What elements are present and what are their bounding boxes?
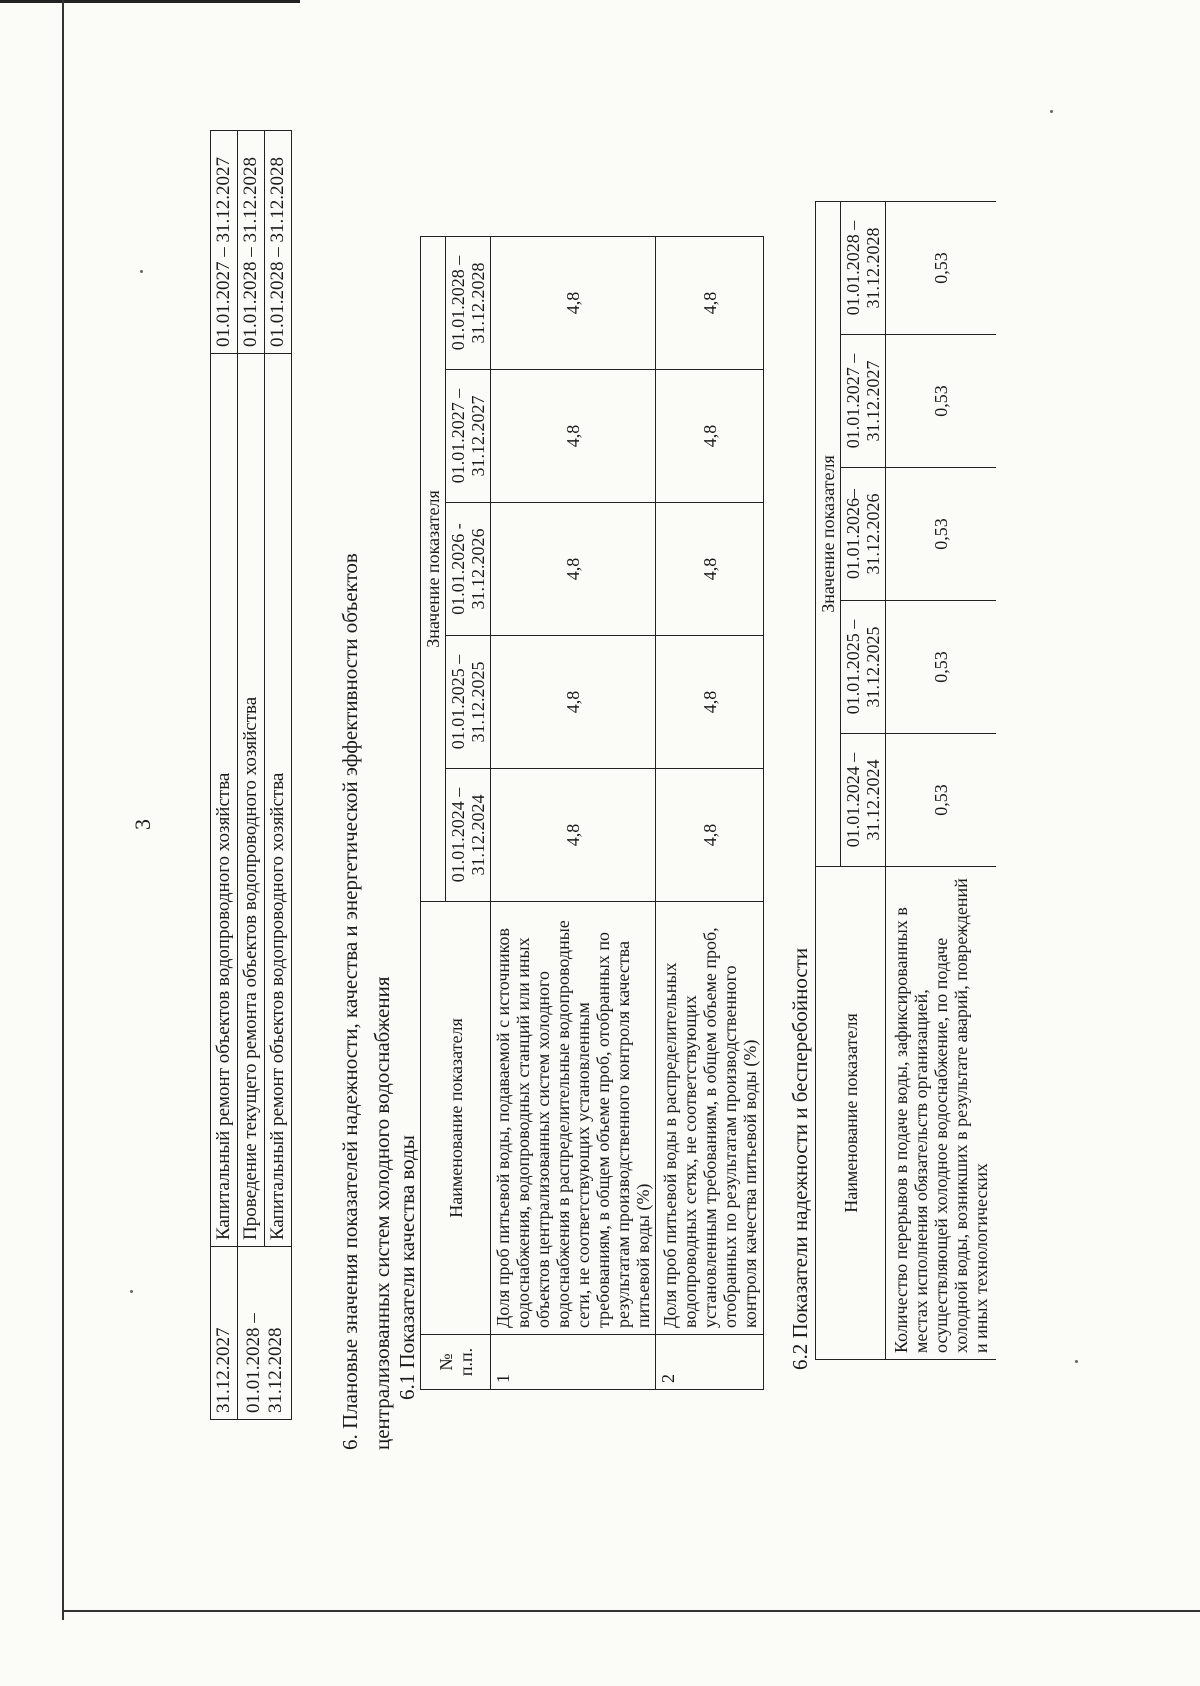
- value-cell: 0,53: [886, 202, 996, 335]
- table-header-row: [421, 237, 446, 1390]
- dates-cell: 01.01.2027 – 31.12.2027: [211, 131, 238, 354]
- water-quality-table: [420, 236, 764, 1390]
- value-cell: 4,8: [491, 503, 656, 636]
- period-cell: 01.01.2028 – 31.12.2028: [238, 1247, 292, 1420]
- subsection-title-quality: 6.1 Показатели качества воды: [395, 1135, 419, 1400]
- scan-edge-bottom: [62, 1610, 1200, 1612]
- value-cell: 0,53: [886, 601, 996, 734]
- period-header: 01.01.2025 – 31.12.2025: [446, 636, 491, 769]
- period-header: 01.01.2024 – 31.12.2024: [446, 769, 491, 902]
- dates-cell: 01.01.2028 – 31.12.2028: [265, 131, 292, 354]
- period-header: 01.01.2027 – 31.12.2027: [841, 335, 886, 468]
- period-header: 01.01.2025 – 31.12.2025: [841, 601, 886, 734]
- table-row: [238, 131, 265, 1420]
- col-header-name: Наименование показателя: [816, 867, 886, 1360]
- period-header: 01.01.2024 – 31.12.2024: [841, 734, 886, 867]
- value-cell: 4,8: [656, 769, 764, 902]
- period-cell: 31.12.2027: [211, 1247, 238, 1420]
- col-header-name: Наименование показателя: [421, 902, 491, 1335]
- page-number: 3: [130, 819, 155, 830]
- scan-edge-left: [62, 0, 64, 1620]
- table-row: [656, 237, 764, 1390]
- table-row: [265, 131, 292, 1420]
- indicator-name: Доля проб питьевой воды, подаваемой с источников водоснабжения, водопроводных станций или иных объектов централизованных систем холодного водоснабжения в распределительные водопроводные сети, не соответствующих установленным требованиям, в общем объеме проб, отобранных по результатам производственного контроля качества питьевой воды (%): [491, 902, 656, 1335]
- value-cell: 0,53: [886, 335, 996, 468]
- value-cell: 4,8: [656, 503, 764, 636]
- work-cell: Проведение текущего ремонта объектов водопроводного хозяйства: [238, 354, 265, 1247]
- section-title-continued: централизованных систем холодного водоснабжения: [370, 976, 394, 1450]
- row-number: 1: [491, 1335, 656, 1390]
- table-row: [886, 202, 996, 1360]
- value-cell: 4,8: [656, 636, 764, 769]
- row-number: 2: [656, 1335, 764, 1390]
- table-row: [491, 237, 656, 1390]
- indicator-name: Доля проб питьевой воды в распределительных водопроводных сетях, не соответствующих установленным требованиям, в общем объеме проб, отобранных по результатам производственного контроля качества питьевой воды (%): [656, 902, 764, 1335]
- value-cell: 4,8: [491, 370, 656, 503]
- value-cell: 4,8: [491, 636, 656, 769]
- col-header-num: № п.п.: [421, 1335, 491, 1390]
- period-header: 01.01.2026 - 31.12.2026: [446, 503, 491, 636]
- table-header-row: [816, 202, 841, 1360]
- indicator-name: Количество перерывов в подаче воды, зафиксированных в местах исполнения обязательств организацией, осуществляющей холодное водоснабжение, по подаче холодной воды, возникших в результате аварий, повреждений и иных технологических: [886, 867, 996, 1360]
- value-cell: 4,8: [656, 237, 764, 370]
- value-cell: 4,8: [656, 370, 764, 503]
- col-header-values: Значение показателя: [421, 237, 446, 902]
- work-cell: Капитальный ремонт объектов водопроводного хозяйства: [265, 354, 292, 1247]
- dates-cell: 01.01.2028 – 31.12.2028: [238, 131, 265, 354]
- value-cell: 4,8: [491, 237, 656, 370]
- work-cell: Капитальный ремонт объектов водопроводного хозяйства: [211, 354, 238, 1247]
- period-header: 01.01.2028 – 31.12.2028: [841, 202, 886, 335]
- section-title: 6. Плановые значения показателей надежности, качества и энергетической эффективности объектов: [338, 553, 362, 1450]
- schedule-table: [210, 130, 292, 1420]
- subsection-title-reliability: 6.2 Показатели надежности и бесперебойности: [788, 947, 812, 1370]
- rotated-document-page: [70, 40, 1180, 1600]
- reliability-table: [815, 201, 996, 1360]
- value-cell: 4,8: [491, 769, 656, 902]
- value-cell: 0,53: [886, 468, 996, 601]
- col-header-values: Значение показателя: [816, 202, 841, 867]
- period-header: 01.01.2027 – 31.12.2027: [446, 370, 491, 503]
- period-header: 01.01.2028 – 31.12.2028: [446, 237, 491, 370]
- scan-edge-top: [0, 0, 300, 3]
- period-header: 01.01.2026– 31.12.2026: [841, 468, 886, 601]
- table-row: [211, 131, 238, 1420]
- value-cell: 0,53: [886, 734, 996, 867]
